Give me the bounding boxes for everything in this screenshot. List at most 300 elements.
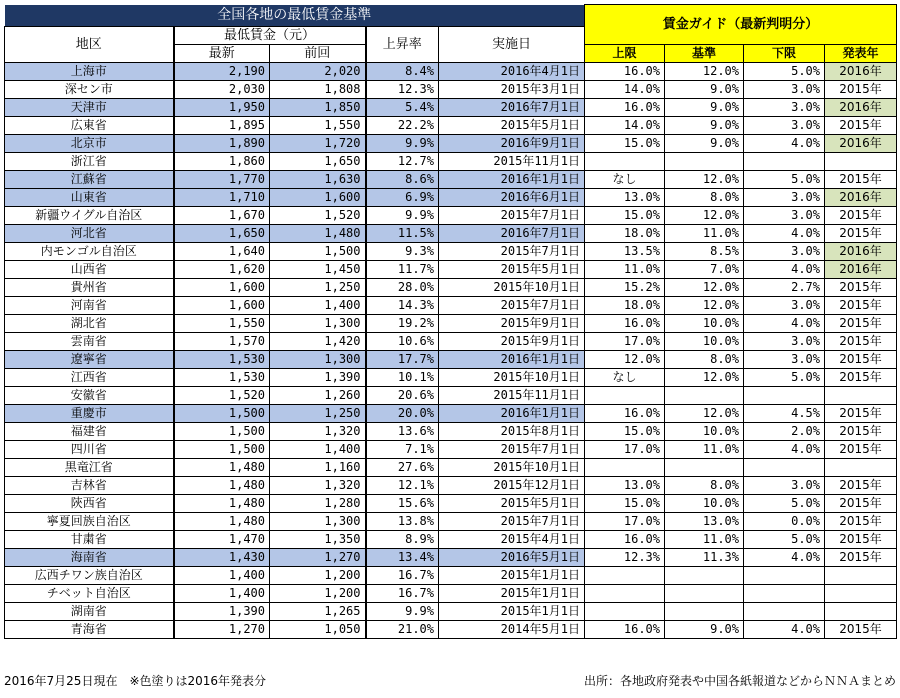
header-upper: 上限 [585,45,665,63]
cell-effective-date: 2015年5月1日 [439,117,585,135]
cell-effective-date: 2015年7月1日 [439,441,585,459]
cell-announce-year: 2015年 [825,297,897,315]
cell-rise-rate: 12.7% [366,153,439,171]
cell-effective-date: 2016年1月1日 [439,351,585,369]
cell-effective-date: 2015年10月1日 [439,459,585,477]
cell-previous: 1,650 [270,153,366,171]
cell-previous: 1,630 [270,171,366,189]
footer [4,672,896,690]
cell-standard: 11.0% [665,225,744,243]
header-region: 地区 [5,27,174,63]
cell-upper: 15.0% [585,423,665,441]
cell-effective-date: 2015年7月1日 [439,207,585,225]
cell-upper: 12.3% [585,549,665,567]
cell-lower: 3.0% [744,351,825,369]
cell-previous: 1,250 [270,405,366,423]
cell-latest: 1,390 [174,603,270,621]
cell-region: 寧夏回族自治区 [5,513,174,531]
cell-rise-rate: 9.9% [366,603,439,621]
cell-rise-rate: 27.6% [366,459,439,477]
cell-latest: 2,190 [174,63,270,81]
cell-standard: 9.0% [665,81,744,99]
cell-announce-year [825,567,897,585]
cell-rise-rate: 22.2% [366,117,439,135]
cell-rise-rate: 12.1% [366,477,439,495]
table-row [5,81,897,99]
cell-upper: 15.0% [585,207,665,225]
table-title: 全国各地の最低賃金基準 [5,5,585,27]
cell-lower: 5.0% [744,171,825,189]
cell-announce-year: 2015年 [825,333,897,351]
cell-region: 内モンゴル自治区 [5,243,174,261]
cell-region: 雲南省 [5,333,174,351]
cell-region: 北京市 [5,135,174,153]
cell-effective-date: 2015年1月1日 [439,603,585,621]
cell-upper: 16.0% [585,405,665,423]
table-row [5,351,897,369]
cell-announce-year: 2015年 [825,207,897,225]
cell-standard: 8.0% [665,351,744,369]
cell-rise-rate: 10.1% [366,369,439,387]
cell-rise-rate: 20.0% [366,405,439,423]
cell-latest: 1,550 [174,315,270,333]
cell-latest: 1,600 [174,279,270,297]
cell-upper [585,153,665,171]
cell-standard: 10.0% [665,423,744,441]
table-row [5,477,897,495]
cell-announce-year [825,459,897,477]
cell-effective-date: 2015年11月1日 [439,387,585,405]
cell-announce-year: 2015年 [825,441,897,459]
cell-previous: 1,160 [270,459,366,477]
cell-standard: 8.5% [665,243,744,261]
cell-previous: 1,200 [270,585,366,603]
cell-latest: 1,530 [174,369,270,387]
cell-standard: 12.0% [665,279,744,297]
cell-lower: 5.0% [744,369,825,387]
cell-upper: 17.0% [585,441,665,459]
cell-lower: 4.0% [744,315,825,333]
cell-standard [665,585,744,603]
cell-upper [585,603,665,621]
cell-region: 福建省 [5,423,174,441]
table-row [5,495,897,513]
guide-title: 賃金ガイド（最新判明分） [585,5,897,45]
cell-effective-date: 2015年10月1日 [439,279,585,297]
cell-effective-date: 2015年11月1日 [439,153,585,171]
cell-latest: 1,400 [174,585,270,603]
cell-announce-year: 2016年 [825,243,897,261]
table-row [5,315,897,333]
table-row [5,225,897,243]
cell-standard: 11.0% [665,441,744,459]
table-row [5,441,897,459]
cell-lower: 4.5% [744,405,825,423]
cell-latest: 1,500 [174,405,270,423]
cell-standard: 9.0% [665,135,744,153]
cell-region: 山東省 [5,189,174,207]
cell-lower: 5.0% [744,531,825,549]
cell-lower: 5.0% [744,63,825,81]
cell-announce-year: 2015年 [825,423,897,441]
cell-previous: 1,720 [270,135,366,153]
cell-upper: 12.0% [585,351,665,369]
cell-lower: 3.0% [744,333,825,351]
cell-announce-year [825,603,897,621]
cell-rise-rate: 8.6% [366,171,439,189]
cell-region: チベット自治区 [5,585,174,603]
cell-rise-rate: 6.9% [366,189,439,207]
cell-previous: 1,200 [270,567,366,585]
cell-upper: 11.0% [585,261,665,279]
header-announce-year: 発表年 [825,45,897,63]
cell-standard: 8.0% [665,189,744,207]
cell-upper: 15.2% [585,279,665,297]
cell-rise-rate: 16.7% [366,585,439,603]
cell-standard [665,567,744,585]
table-row [5,405,897,423]
cell-previous: 1,450 [270,261,366,279]
cell-standard: 10.0% [665,333,744,351]
cell-previous: 1,350 [270,531,366,549]
cell-latest: 1,710 [174,189,270,207]
cell-lower: 3.0% [744,117,825,135]
cell-upper [585,459,665,477]
cell-upper [585,387,665,405]
cell-effective-date: 2015年1月1日 [439,567,585,585]
cell-standard: 8.0% [665,477,744,495]
cell-upper: 14.0% [585,117,665,135]
cell-lower: 4.0% [744,621,825,639]
cell-standard: 12.0% [665,207,744,225]
cell-previous: 1,500 [270,243,366,261]
cell-announce-year [825,387,897,405]
table-row [5,585,897,603]
header-previous: 前回 [270,45,366,63]
cell-rise-rate: 9.9% [366,135,439,153]
cell-upper: 16.0% [585,315,665,333]
cell-region: 河南省 [5,297,174,315]
cell-lower: 2.7% [744,279,825,297]
cell-rise-rate: 7.1% [366,441,439,459]
cell-previous: 1,320 [270,477,366,495]
cell-previous: 1,520 [270,207,366,225]
cell-region: 天津市 [5,99,174,117]
cell-region: 貴州省 [5,279,174,297]
header-rise-rate: 上昇率 [366,27,439,63]
cell-rise-rate: 11.5% [366,225,439,243]
cell-rise-rate: 11.7% [366,261,439,279]
cell-lower [744,567,825,585]
cell-upper: 17.0% [585,513,665,531]
cell-announce-year: 2015年 [825,531,897,549]
table-row [5,369,897,387]
cell-region: 江西省 [5,369,174,387]
cell-previous: 1,420 [270,333,366,351]
cell-previous: 1,850 [270,99,366,117]
table-row [5,459,897,477]
cell-lower: 4.0% [744,225,825,243]
cell-effective-date: 2015年4月1日 [439,531,585,549]
cell-announce-year: 2015年 [825,225,897,243]
cell-lower: 0.0% [744,513,825,531]
cell-region: 遼寧省 [5,351,174,369]
table-body [5,63,897,639]
cell-announce-year: 2016年 [825,189,897,207]
cell-lower: 3.0% [744,477,825,495]
cell-latest: 1,480 [174,513,270,531]
cell-upper: 15.0% [585,135,665,153]
cell-latest: 1,950 [174,99,270,117]
cell-announce-year: 2015年 [825,315,897,333]
cell-lower [744,585,825,603]
cell-upper: 13.0% [585,189,665,207]
cell-effective-date: 2016年5月1日 [439,549,585,567]
cell-previous: 1,550 [270,117,366,135]
cell-standard: 10.0% [665,495,744,513]
cell-effective-date: 2015年5月1日 [439,495,585,513]
cell-lower: 3.0% [744,189,825,207]
cell-standard: 11.3% [665,549,744,567]
header-standard: 基準 [665,45,744,63]
cell-rise-rate: 13.8% [366,513,439,531]
cell-rise-rate: 9.9% [366,207,439,225]
cell-previous: 1,300 [270,315,366,333]
cell-rise-rate: 20.6% [366,387,439,405]
cell-latest: 1,530 [174,351,270,369]
cell-upper: 16.0% [585,531,665,549]
cell-lower: 4.0% [744,549,825,567]
cell-standard [665,459,744,477]
cell-announce-year: 2015年 [825,369,897,387]
cell-latest: 1,860 [174,153,270,171]
cell-upper: 16.0% [585,621,665,639]
cell-region: 陝西省 [5,495,174,513]
cell-rise-rate: 28.0% [366,279,439,297]
cell-upper [585,585,665,603]
cell-region: 河北省 [5,225,174,243]
table-row [5,207,897,225]
cell-latest: 1,670 [174,207,270,225]
cell-rise-rate: 13.4% [366,549,439,567]
cell-lower: 3.0% [744,99,825,117]
cell-lower: 5.0% [744,495,825,513]
cell-announce-year [825,153,897,171]
cell-previous: 1,260 [270,387,366,405]
table-row [5,621,897,639]
table-row [5,549,897,567]
table-row [5,513,897,531]
cell-rise-rate: 16.7% [366,567,439,585]
cell-previous: 1,265 [270,603,366,621]
cell-rise-rate: 8.4% [366,63,439,81]
cell-region: 浙江省 [5,153,174,171]
cell-announce-year: 2016年 [825,99,897,117]
table-row [5,333,897,351]
cell-region: 新疆ウイグル自治区 [5,207,174,225]
table-row [5,63,897,81]
cell-region: 山西省 [5,261,174,279]
cell-previous: 1,280 [270,495,366,513]
cell-standard: 9.0% [665,99,744,117]
cell-previous: 2,020 [270,63,366,81]
cell-effective-date: 2016年6月1日 [439,189,585,207]
header-min-wage: 最低賃金（元） [174,27,366,45]
table-row [5,531,897,549]
cell-previous: 1,390 [270,369,366,387]
cell-effective-date: 2015年9月1日 [439,315,585,333]
cell-latest: 1,500 [174,441,270,459]
cell-previous: 1,400 [270,297,366,315]
cell-latest: 2,030 [174,81,270,99]
cell-rise-rate: 14.3% [366,297,439,315]
cell-rise-rate: 17.7% [366,351,439,369]
cell-standard: 12.0% [665,369,744,387]
table-row [5,243,897,261]
cell-announce-year: 2015年 [825,351,897,369]
table-row [5,567,897,585]
cell-region: 四川省 [5,441,174,459]
cell-previous: 1,600 [270,189,366,207]
cell-lower [744,459,825,477]
cell-effective-date: 2015年12月1日 [439,477,585,495]
cell-region: 甘粛省 [5,531,174,549]
cell-region: 広東省 [5,117,174,135]
cell-announce-year [825,585,897,603]
table-row [5,135,897,153]
cell-latest: 1,480 [174,459,270,477]
cell-lower: 2.0% [744,423,825,441]
cell-latest: 1,650 [174,225,270,243]
cell-announce-year: 2015年 [825,405,897,423]
cell-standard [665,387,744,405]
cell-latest: 1,500 [174,423,270,441]
cell-rise-rate: 21.0% [366,621,439,639]
cell-standard: 12.0% [665,63,744,81]
header-effective-date: 実施日 [439,27,585,63]
cell-announce-year: 2015年 [825,495,897,513]
cell-region: 黒竜江省 [5,459,174,477]
cell-previous: 1,300 [270,513,366,531]
cell-standard: 11.0% [665,531,744,549]
cell-latest: 1,430 [174,549,270,567]
cell-effective-date: 2015年7月1日 [439,243,585,261]
cell-standard: 12.0% [665,171,744,189]
cell-announce-year: 2015年 [825,513,897,531]
cell-announce-year: 2015年 [825,171,897,189]
cell-previous: 1,300 [270,351,366,369]
cell-announce-year: 2015年 [825,477,897,495]
cell-region: 深セン市 [5,81,174,99]
cell-rise-rate: 5.4% [366,99,439,117]
cell-rise-rate: 15.6% [366,495,439,513]
cell-latest: 1,570 [174,333,270,351]
cell-effective-date: 2015年9月1日 [439,333,585,351]
cell-region: 江蘇省 [5,171,174,189]
cell-announce-year: 2015年 [825,117,897,135]
cell-rise-rate: 12.3% [366,81,439,99]
cell-effective-date: 2016年1月1日 [439,171,585,189]
table-row [5,153,897,171]
cell-effective-date: 2016年1月1日 [439,405,585,423]
cell-latest: 1,480 [174,477,270,495]
table-row [5,99,897,117]
cell-previous: 1,320 [270,423,366,441]
cell-upper: 13.0% [585,477,665,495]
cell-previous: 1,480 [270,225,366,243]
cell-standard: 9.0% [665,117,744,135]
table-row [5,171,897,189]
cell-upper: 18.0% [585,297,665,315]
table-row [5,603,897,621]
cell-standard: 7.0% [665,261,744,279]
cell-standard: 12.0% [665,405,744,423]
cell-region: 青海省 [5,621,174,639]
cell-announce-year: 2016年 [825,63,897,81]
cell-upper: 18.0% [585,225,665,243]
cell-lower: 4.0% [744,135,825,153]
cell-region: 吉林省 [5,477,174,495]
cell-latest: 1,400 [174,567,270,585]
cell-lower: 3.0% [744,207,825,225]
cell-latest: 1,600 [174,297,270,315]
cell-lower [744,387,825,405]
table-row [5,423,897,441]
cell-upper: なし [585,369,665,387]
cell-latest: 1,470 [174,531,270,549]
cell-lower: 4.0% [744,441,825,459]
cell-latest: 1,770 [174,171,270,189]
cell-effective-date: 2014年5月1日 [439,621,585,639]
cell-effective-date: 2015年8月1日 [439,423,585,441]
cell-standard [665,603,744,621]
cell-upper: 16.0% [585,63,665,81]
cell-latest: 1,620 [174,261,270,279]
cell-standard [665,153,744,171]
cell-announce-year: 2015年 [825,81,897,99]
cell-lower: 4.0% [744,261,825,279]
table-row [5,297,897,315]
cell-effective-date: 2016年4月1日 [439,63,585,81]
table-row [5,117,897,135]
cell-latest: 1,270 [174,621,270,639]
cell-previous: 1,050 [270,621,366,639]
cell-lower [744,153,825,171]
cell-announce-year: 2015年 [825,549,897,567]
table-row [5,189,897,207]
cell-rise-rate: 10.6% [366,333,439,351]
cell-previous: 1,250 [270,279,366,297]
cell-region: 湖北省 [5,315,174,333]
cell-effective-date: 2015年7月1日 [439,297,585,315]
cell-effective-date: 2015年1月1日 [439,585,585,603]
wage-table [4,4,897,639]
table-row [5,261,897,279]
cell-rise-rate: 19.2% [366,315,439,333]
cell-rise-rate: 13.6% [366,423,439,441]
cell-previous: 1,400 [270,441,366,459]
cell-upper: 16.0% [585,99,665,117]
cell-announce-year: 2015年 [825,279,897,297]
cell-region: 湖南省 [5,603,174,621]
cell-region: 重慶市 [5,405,174,423]
table-row [5,279,897,297]
cell-region: 安徽省 [5,387,174,405]
cell-latest: 1,520 [174,387,270,405]
cell-upper: 17.0% [585,333,665,351]
cell-region: 海南省 [5,549,174,567]
cell-latest: 1,480 [174,495,270,513]
